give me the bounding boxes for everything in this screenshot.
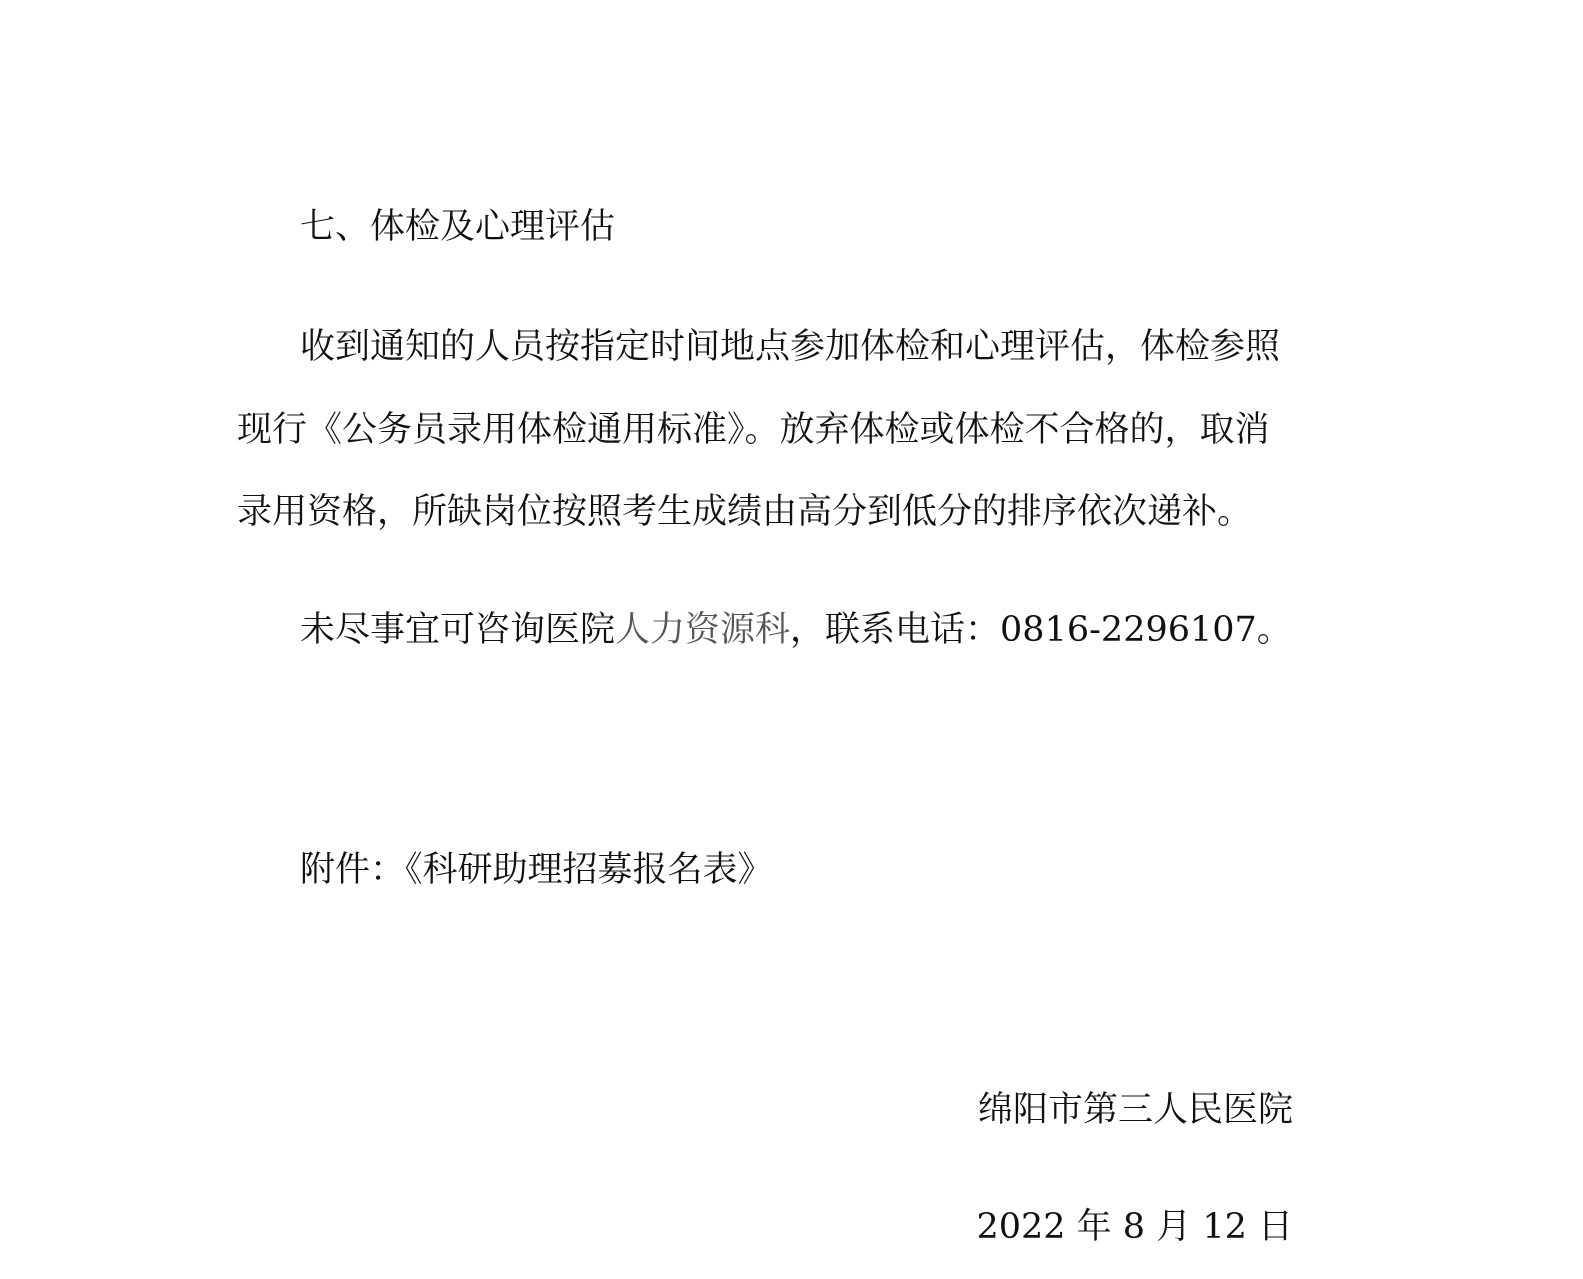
- section-heading: 七、体检及心理评估: [300, 207, 616, 247]
- contact-phone: ，联系电话：0816-2296107。: [790, 610, 1292, 650]
- paragraph-line-3: 录用资格，所缺岗位按照考生成绩由高分到低分的排序依次递补。: [237, 492, 1253, 532]
- paragraph-line-2: 现行《公务员录用体检通用标准》。放弃体检或体检不合格的，取消: [237, 410, 1270, 450]
- contact-prefix: 未尽事宜可咨询医院: [300, 610, 616, 650]
- contact-line: [300, 610, 1292, 650]
- signature-organization: 绵阳市第三人民医院: [977, 1090, 1293, 1130]
- department-name: 人力资源科: [615, 610, 791, 650]
- signature-date: 2022 年 8 月 12 日: [976, 1207, 1293, 1247]
- paragraph-line-1: 收到通知的人员按指定时间地点参加体检和心理评估，体检参照: [300, 327, 1281, 367]
- attachment-line: 附件：《科研助理招募报名表》: [300, 850, 773, 890]
